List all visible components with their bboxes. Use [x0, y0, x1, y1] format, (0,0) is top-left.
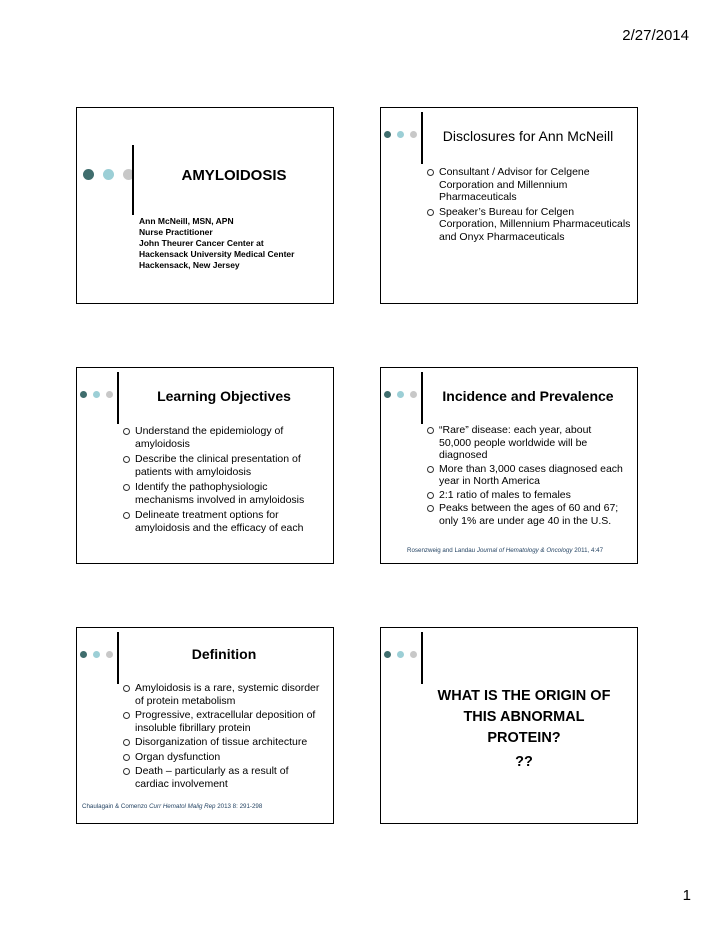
- author-line: Hackensack University Medical Center: [139, 249, 295, 259]
- author-line: John Theurer Cancer Center at: [139, 238, 264, 248]
- slide-title: Disclosures for Ann McNeill: [442, 128, 614, 144]
- dot-dark-icon: [80, 651, 87, 658]
- dot-gray-icon: [410, 391, 417, 398]
- decorative-dots: [83, 169, 143, 180]
- decorative-dots: [384, 651, 423, 658]
- dot-dark-icon: [80, 391, 87, 398]
- citation-ref: 2013 8: 291-298: [217, 803, 263, 810]
- slide-definition: [76, 627, 334, 824]
- slide-title: Learning Objectives: [157, 388, 291, 404]
- slide-title: Definition: [191, 646, 257, 662]
- dot-teal-icon: [93, 651, 100, 658]
- list-item: Progressive, extracellular deposition of insoluble fibrillary protein: [122, 709, 322, 734]
- list-item: Identify the pathophysiologic mechanisms involved in amyloidosis: [122, 481, 322, 506]
- slide-title: Incidence and Prevalence: [442, 388, 614, 404]
- slide-incidence-prevalence: [380, 367, 638, 564]
- dot-gray-icon: [106, 651, 113, 658]
- divider-line: [132, 145, 134, 215]
- slide-disclosures: [380, 107, 638, 304]
- bullet-list: [426, 424, 626, 527]
- question-line: THIS ABNORMAL: [463, 709, 585, 725]
- decorative-dots: [384, 131, 423, 138]
- list-item: 2:1 ratio of males to females: [426, 489, 626, 502]
- author-line: Ann McNeill, MSN, APN: [139, 216, 234, 226]
- divider-line: [421, 632, 423, 684]
- decorative-dots: [80, 651, 119, 658]
- bullet-list: [426, 166, 631, 243]
- slide-question: [411, 686, 637, 749]
- page-date: 2/27/2014: [622, 27, 689, 44]
- dot-teal-icon: [103, 169, 114, 180]
- page-number: 1: [682, 887, 691, 904]
- list-item: Consultant / Advisor for Celgene Corporation and Millennium Pharmaceuticals: [426, 166, 631, 204]
- citation-journal: Journal of Hematology & Oncology: [476, 547, 573, 554]
- author-block: [139, 216, 294, 271]
- list-item: Peaks between the ages of 60 and 67; only 1% are under age 40 in the U.S.: [426, 502, 626, 527]
- dot-teal-icon: [93, 391, 100, 398]
- question-marks: ??: [515, 754, 533, 770]
- dot-dark-icon: [384, 391, 391, 398]
- list-item: Amyloidosis is a rare, systemic disorder of protein metabolism: [122, 682, 322, 707]
- list-item: “Rare” disease: each year, about 50,000 people worldwide will be diagnosed: [426, 424, 626, 462]
- author-line: Hackensack, New Jersey: [139, 260, 240, 270]
- citation: [407, 547, 603, 554]
- list-item: Organ dysfunction: [122, 751, 322, 764]
- dot-gray-icon: [410, 131, 417, 138]
- dot-gray-icon: [106, 391, 113, 398]
- list-item: Disorganization of tissue architecture: [122, 736, 322, 749]
- citation-authors: Rosenzweig and Landau: [407, 547, 476, 554]
- list-item: Delineate treatment options for amyloidosis and the efficacy of each: [122, 509, 322, 534]
- list-item: Understand the epidemiology of amyloidosis: [122, 425, 322, 450]
- list-item: Speaker’s Bureau for Celgen Corporation, Millennium Pharmaceuticals and Onyx Pharmaceuticals: [426, 206, 631, 244]
- citation-ref: 2011, 4:47: [574, 547, 604, 554]
- slide-title: AMYLOIDOSIS: [181, 167, 287, 184]
- dot-dark-icon: [384, 131, 391, 138]
- author-line: Nurse Practitioner: [139, 227, 213, 237]
- citation-journal: Curr Hematol Malig Rep: [149, 803, 216, 810]
- list-item: More than 3,000 cases diagnosed each year in North America: [426, 463, 626, 488]
- slide-learning-objectives: [76, 367, 334, 564]
- list-item: Describe the clinical presentation of patients with amyloidosis: [122, 453, 322, 478]
- slide-title-amyloidosis: [76, 107, 334, 304]
- decorative-dots: [384, 391, 423, 398]
- citation-authors: Chaulagain & Comenzo: [82, 803, 148, 810]
- list-item: Death – particularly as a result of cardiac involvement: [122, 765, 322, 790]
- question-line: WHAT IS THE ORIGIN OF: [437, 688, 611, 704]
- dot-dark-icon: [384, 651, 391, 658]
- dot-teal-icon: [397, 131, 404, 138]
- dot-gray-icon: [410, 651, 417, 658]
- bullet-list: [122, 682, 322, 790]
- dot-teal-icon: [397, 651, 404, 658]
- dot-teal-icon: [397, 391, 404, 398]
- slide-origin-question: [380, 627, 638, 824]
- citation: [82, 803, 262, 810]
- decorative-dots: [80, 391, 119, 398]
- dot-dark-icon: [83, 169, 94, 180]
- question-line: PROTEIN?: [487, 730, 561, 746]
- bullet-list: [122, 425, 322, 534]
